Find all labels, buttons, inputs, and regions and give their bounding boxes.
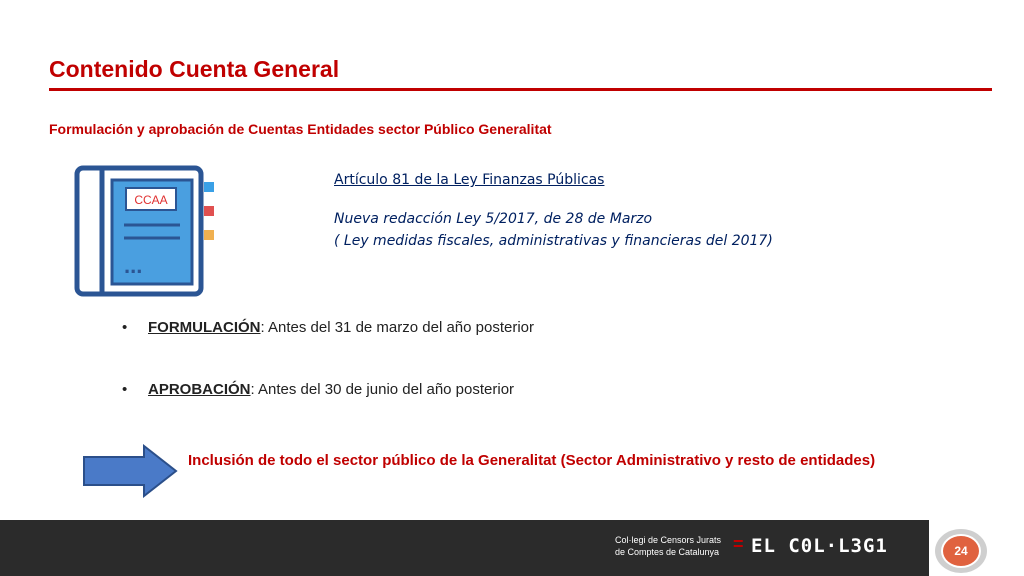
footer-org-line-2: de Comptes de Catalunya <box>615 547 720 557</box>
slide-title: Contenido Cuenta General <box>49 56 340 82</box>
book-tab-red <box>204 206 214 216</box>
bullet-marker: • <box>122 319 128 336</box>
article-line-2: ( Ley medidas fiscales, administrativas y financieras del 2017) <box>334 233 773 249</box>
bullet-marker: • <box>122 381 128 398</box>
title-divider <box>49 88 992 91</box>
page-number: 24 <box>941 534 981 568</box>
book-label: CCAA <box>134 193 168 207</box>
footer-org-line-1: Col·legi de Censors Jurats <box>615 535 722 545</box>
bullet-term: APROBACIÓN <box>148 381 251 398</box>
footer-brand-logo: EL C0L·L3G1 <box>751 535 888 557</box>
article-line-1: Nueva redacción Ley 5/2017, de 28 de Marzo <box>334 211 653 227</box>
inclusion-note: Inclusión de todo el sector público de la Generalitat (Sector Administrativo y resto de entidades) <box>188 452 876 469</box>
bullet-text: : Antes del 30 de junio del año posterior <box>250 381 515 398</box>
bullet-aprobacion <box>122 381 514 398</box>
article-block <box>334 172 974 252</box>
footer-separator: = <box>733 534 744 554</box>
bullet-formulacion <box>122 319 534 336</box>
bullet-term: FORMULACIÓN <box>148 319 261 336</box>
page-number-badge <box>935 529 987 573</box>
bullet-text: : Antes del 31 de marzo del año posterior <box>260 319 535 336</box>
slide-subtitle: Formulación y aprobación de Cuentas Entidades sector Público Generalitat <box>49 121 552 137</box>
footer-org <box>615 534 721 558</box>
book-dots: ... <box>124 253 143 278</box>
book-tab-blue <box>204 182 214 192</box>
arrow-right-icon <box>82 444 178 498</box>
book-icon <box>74 165 224 300</box>
footer-bar <box>0 520 929 576</box>
article-heading: Artículo 81 de la Ley Finanzas Públicas <box>334 172 605 188</box>
book-tab-orange <box>204 230 214 240</box>
